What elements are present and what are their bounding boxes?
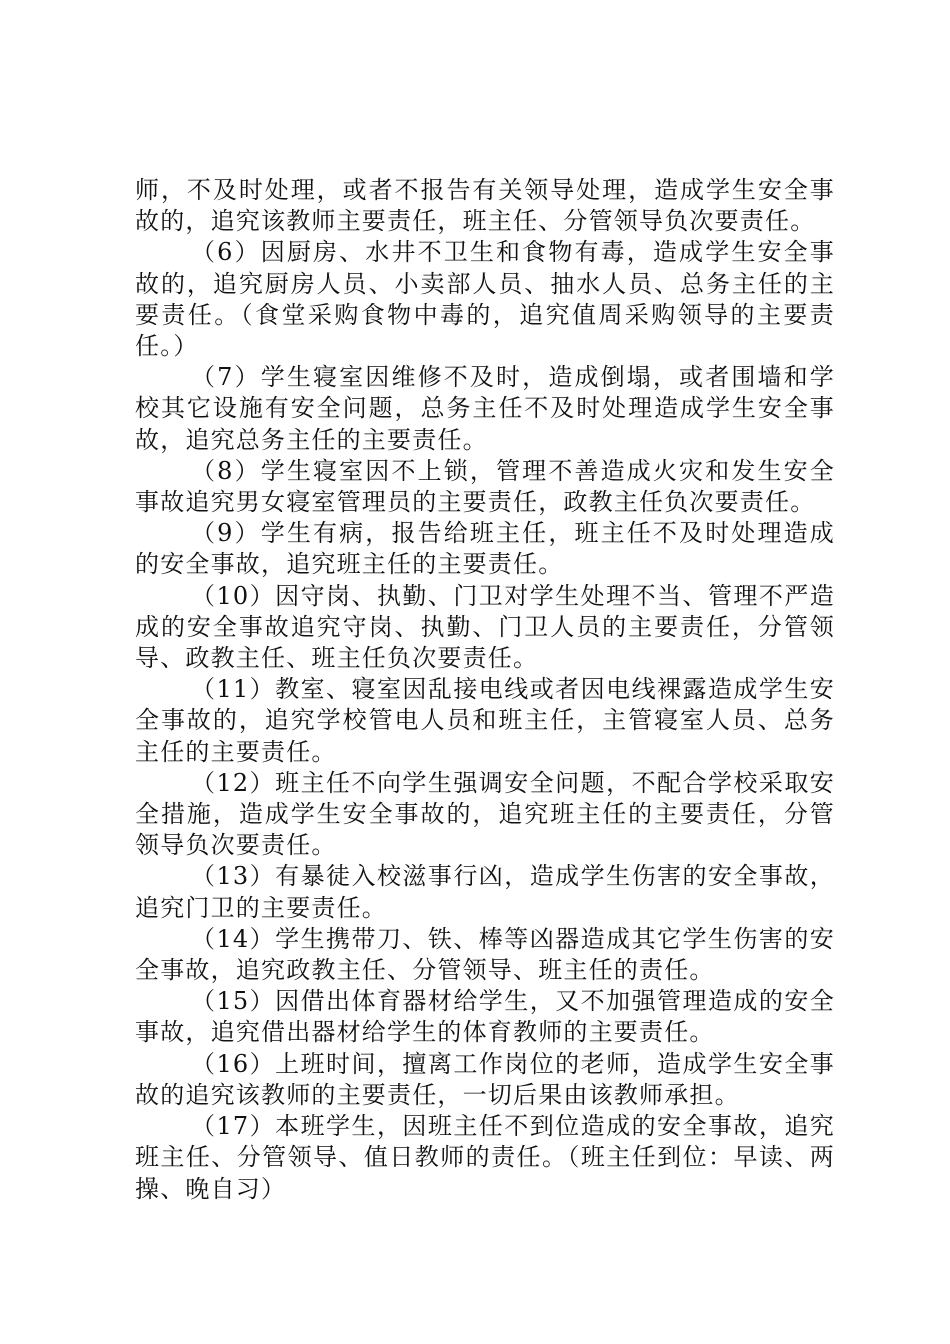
paragraph-item-17: （17）本班学生，因班主任不到位造成的安全事故，追究班主任、分管领导、值日教师的责任。（班主任到位：早读、两操、晚自习） — [135, 1112, 835, 1203]
paragraph-item-6: （6）因厨房、水井不卫生和食物有毒，造成学生安全事故的，追究厨房人员、小卖部人员、抽水人员、总务主任的主要责任。（食堂采购食物中毒的，追究值周采购领导的主要责任。） — [135, 238, 835, 361]
paragraph-item-12: （12）班主任不向学生强调安全问题，不配合学校采取安全措施，造成学生安全事故的，追究班主任的主要责任，分管领导负次要责任。 — [135, 768, 835, 860]
paragraph-item-9: （9）学生有病，报告给班主任，班主任不及时处理造成的安全事故，追究班主任的主要责任。 — [135, 519, 835, 579]
paragraph-continuation: 师，不及时处理，或者不报告有关领导处理，造成学生安全事故的，追究该教师主要责任，班主任、分管领导负次要责任。 — [135, 176, 835, 236]
document-body — [135, 175, 835, 1205]
paragraph-item-7: （7）学生寝室因维修不及时，造成倒塌，或者围墙和学校其它设施有安全问题，总务主任不及时处理造成学生安全事故，追究总务主任的主要责任。 — [135, 363, 835, 454]
paragraph-item-13: （13）有暴徒入校滋事行凶，造成学生伤害的安全事故，追究门卫的主要责任。 — [135, 862, 835, 922]
paragraph-item-8: （8）学生寝室因不上锁，管理不善造成火灾和发生安全事故追究男女寝室管理员的主要责任，政教主任负次要责任。 — [135, 456, 835, 517]
paragraph-item-14: （14）学生携带刀、铁、棒等凶器造成其它学生伤害的安全事故，追究政教主任、分管领导、班主任的责任。 — [135, 924, 835, 985]
paragraph-item-16: （16）上班时间，擅离工作岗位的老师，造成学生安全事故的追究该教师的主要责任，一切后果由该教师承担。 — [135, 1049, 835, 1109]
paragraph-item-10: （10）因守岗、执勤、门卫对学生处理不当、管理不严造成的安全事故追究守岗、执勤、门卫人员的主要责任，分管领导、政教主任、班主任负次要责任。 — [135, 581, 835, 673]
paragraph-item-15: （15）因借出体育器材给学生，又不加强管理造成的安全事故，追究借出器材给学生的体育教师的主要责任。 — [135, 987, 835, 1047]
paragraph-item-11: （11）教室、寝室因乱接电线或者因电线裸露造成学生安全事故的，追究学校管电人员和班主任，主管寝室人员、总务主任的主要责任。 — [135, 675, 835, 766]
